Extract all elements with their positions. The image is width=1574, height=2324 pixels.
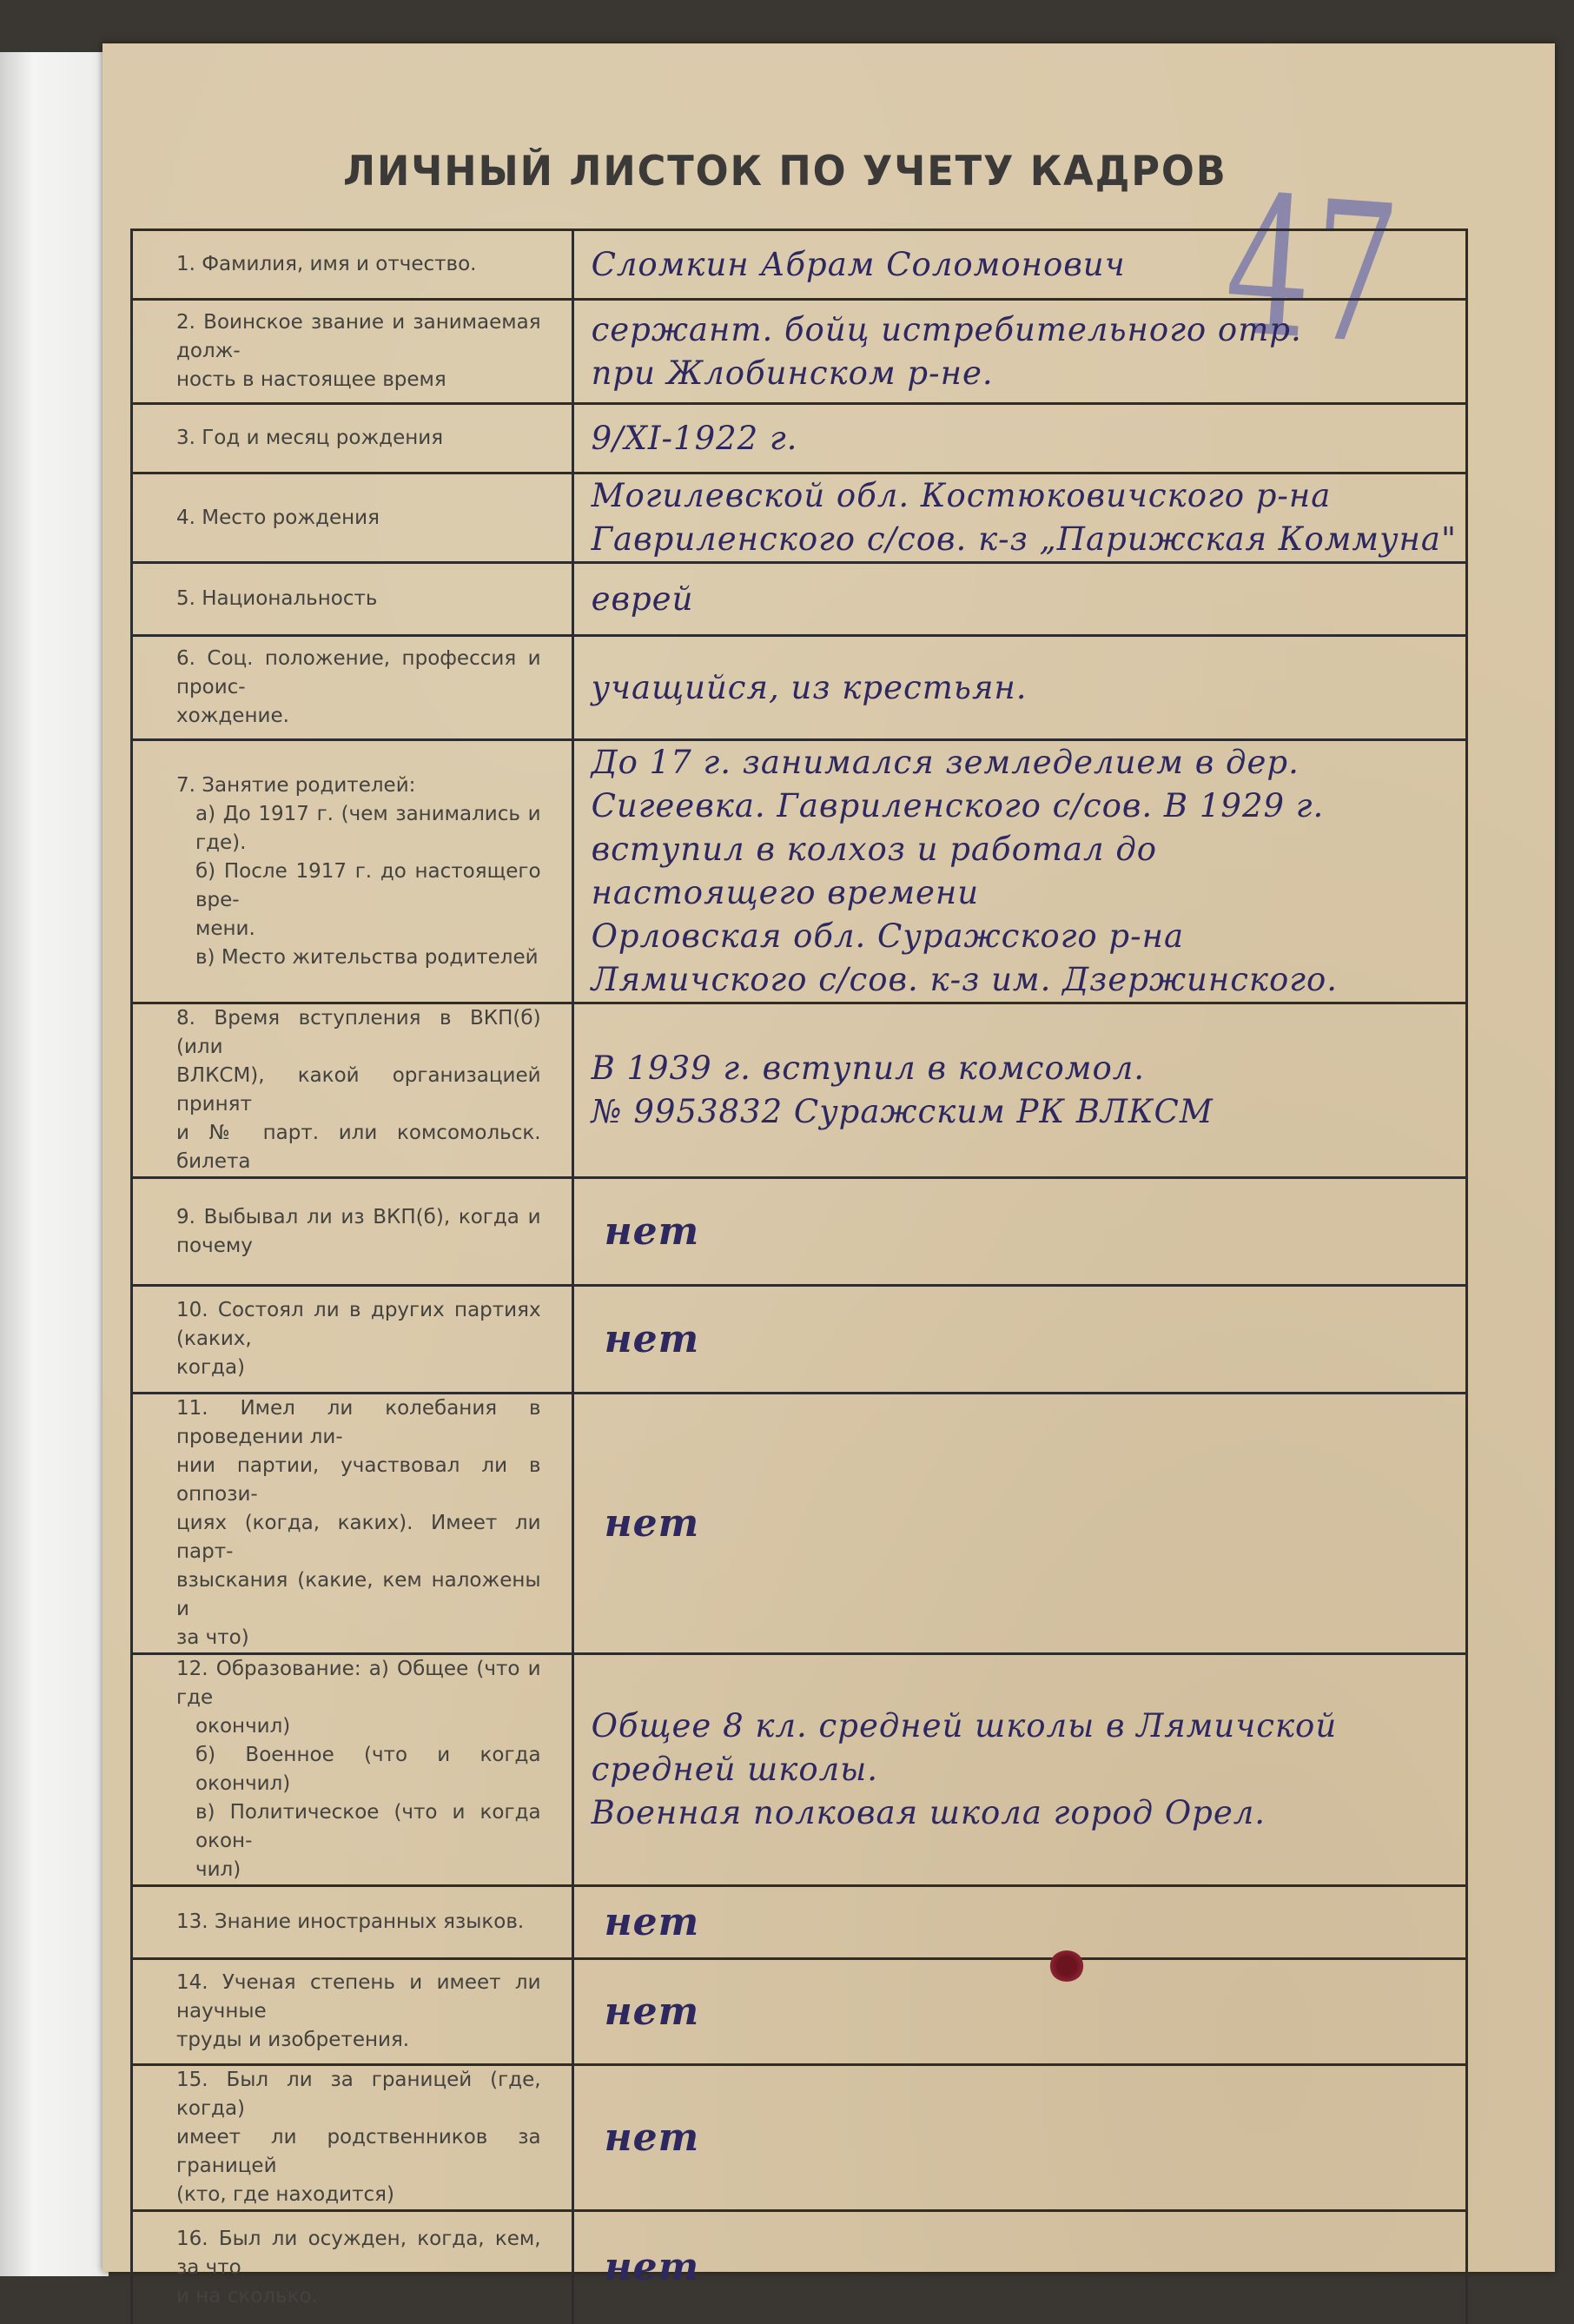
question-line: чил): [195, 1858, 241, 1881]
question-line: 15. Был ли за границей (где, когда): [176, 2069, 541, 2120]
form-row: [132, 563, 1467, 636]
handwritten-answer-line: Общее 8 кл. средней школы в Лямичской: [591, 1707, 1338, 1745]
question-line: ность в настоящее время: [176, 368, 446, 391]
question-cell: [132, 404, 573, 473]
question-cell: [132, 1286, 573, 1394]
question-cell: [132, 1886, 573, 1959]
answer-cell: [572, 300, 1466, 404]
handwritten-answer-line: средней школы.: [591, 1751, 879, 1788]
handwritten-answer-line: В 1939 г. вступил в комсомол.: [591, 1049, 1146, 1087]
question-line: 16. Был ли осужден, когда, кем, за что: [176, 2227, 541, 2279]
answer-cell: [572, 1654, 1466, 1886]
question-line: в) Место жительства родителей: [195, 945, 539, 969]
question-line: 12. Образование: а) Общее (что и где: [176, 1658, 541, 1709]
question-line: 2. Воинское звание и занимаемая долж-: [176, 311, 541, 362]
handwritten-answer-line: Сигеевка. Гавриленского с/сов. В 1929 г.: [591, 787, 1325, 824]
question-cell: [132, 473, 573, 563]
answer-cell: [572, 563, 1466, 636]
form-row: [132, 1394, 1467, 1654]
question-line: мени.: [195, 917, 255, 940]
handwritten-answer-line: сержант. бойц истребительного отр.: [591, 310, 1302, 348]
question-cell: [132, 2065, 573, 2211]
question-line: 1. Фамилия, имя и отчество.: [176, 253, 477, 275]
handwritten-answer-line: Орловская обл. Суражского р-на: [591, 917, 1185, 955]
handwritten-answer-line: № 9953832 Суражским РК ВЛКСМ: [591, 1093, 1214, 1130]
question-line: 9. Выбывал ли из ВКП(б), когда и почему: [176, 1205, 541, 1257]
question-cell: [132, 1654, 573, 1886]
personnel-form-table: [130, 228, 1468, 2324]
answer-cell: [572, 636, 1466, 740]
question-line: 14. Ученая степень и имеет ли научные: [176, 1971, 541, 2023]
form-row: [132, 1286, 1467, 1394]
question-cell: [132, 740, 573, 1003]
handwritten-answer-line: нет: [604, 1316, 700, 1361]
handwritten-answer-line: нет: [604, 1208, 700, 1254]
form-row: [132, 2065, 1467, 2211]
handwritten-answer-line: нет: [604, 2245, 700, 2290]
question-line: 13. Знание иностранных языков.: [176, 1910, 525, 1933]
answer-cell: [572, 2211, 1466, 2324]
form-row: [132, 300, 1467, 404]
handwritten-answer-line: настоящего времени: [591, 874, 980, 911]
handwritten-answer-line: Гавриленского с/сов. к-з „Парижская Коммуна": [591, 520, 1457, 558]
question-line: 8. Время вступления в ВКП(б) (или: [176, 1007, 541, 1058]
question-cell: [132, 636, 573, 740]
handwritten-answer-line: Сломкин Абрам Соломонович: [591, 245, 1126, 283]
answer-cell: [572, 1886, 1466, 1959]
answer-cell: [572, 740, 1466, 1003]
backing-sheet: [0, 52, 109, 2276]
answer-cell: [572, 2065, 1466, 2211]
handwritten-answer-line: Лямичского с/сов. к-з им. Дзержинского.: [591, 961, 1339, 998]
answer-cell: [572, 1178, 1466, 1286]
handwritten-answer-line: учащийся, из крестьян.: [591, 668, 1028, 706]
form-row: [132, 2211, 1467, 2324]
handwritten-answer-line: До 17 г. занимался земледелием в дер.: [591, 744, 1300, 781]
question-cell: [132, 230, 573, 300]
question-cell: [132, 300, 573, 404]
question-cell: [132, 1003, 573, 1178]
answer-cell: [572, 1286, 1466, 1394]
question-line: в) Политическое (что и когда окон-: [195, 1801, 541, 1852]
form-row: [132, 1003, 1467, 1178]
form-row: [132, 1654, 1467, 1886]
answer-cell: [572, 473, 1466, 563]
form-row: [132, 1959, 1467, 2065]
question-line: 10. Состоял ли в других партиях (каких,: [176, 1299, 541, 1350]
question-line: имеет ли родственников за границей: [176, 2126, 541, 2177]
handwritten-answer-line: нет: [604, 1500, 700, 1546]
question-line: 7. Занятие родителей:: [176, 773, 416, 797]
question-line: 11. Имел ли колебания в проведении ли-: [176, 1397, 541, 1448]
question-line: 4. Место рождения: [176, 506, 380, 529]
question-line: хождение.: [176, 705, 289, 727]
question-line: 5. Национальность: [176, 587, 378, 610]
form-row: [132, 1178, 1467, 1286]
answer-cell: [572, 1394, 1466, 1654]
handwritten-answer-line: Военная полковая школа город Орел.: [591, 1794, 1266, 1831]
question-line: а) До 1917 г. (чем занимались и где).: [195, 802, 541, 854]
form-row: [132, 230, 1467, 300]
question-line: б) Военное (что и когда окончил): [195, 1744, 541, 1795]
form-row: [132, 740, 1467, 1003]
form-row: [132, 404, 1467, 473]
form-rows: [132, 230, 1467, 2324]
question-line: нии партии, участвовал ли в оппози-: [176, 1454, 541, 1506]
answer-cell: [572, 1003, 1466, 1178]
question-line: окончил): [195, 1715, 291, 1738]
archive-number-handwritten: 47: [1219, 154, 1405, 388]
question-cell: [132, 563, 573, 636]
question-line: труды и изобретения.: [176, 2029, 410, 2051]
form-row: [132, 636, 1467, 740]
handwritten-answer-line: еврей: [591, 579, 694, 618]
question-cell: [132, 2211, 573, 2324]
answer-cell: [572, 230, 1466, 300]
question-cell: [132, 1394, 573, 1654]
question-cell: [132, 1178, 573, 1286]
handwritten-answer-line: нет: [604, 1989, 700, 2034]
question-line: б) После 1917 г. до настоящего вре-: [195, 859, 541, 911]
answer-cell: [572, 1959, 1466, 2065]
handwritten-answer-line: нет: [604, 2115, 700, 2160]
question-cell: [132, 1959, 573, 2065]
handwritten-answer-line: Могилевской обл. Костюковичского р-на: [591, 477, 1332, 514]
question-line: когда): [176, 1356, 246, 1379]
answer-cell: [572, 404, 1466, 473]
form-title: ЛИЧНЫЙ ЛИСТОК ПО УЧЕТУ КАДРОВ: [343, 148, 1227, 195]
form-row: [132, 1886, 1467, 1959]
question-line: и на сколько.: [176, 2284, 318, 2307]
form-row: [132, 473, 1467, 563]
question-line: циях (когда, каких). Имеет ли парт-: [176, 1512, 541, 1563]
question-line: ВЛКСМ), какой организацией принят: [176, 1064, 541, 1116]
question-line: взыскания (какие, кем наложены и: [176, 1569, 541, 1620]
question-line: (кто, где находится): [176, 2183, 394, 2206]
handwritten-answer-line: 9/XI-1922 г.: [591, 419, 798, 457]
handwritten-answer-line: нет: [604, 1899, 700, 1944]
question-line: 6. Соц. положение, профессия и проис-: [176, 647, 541, 699]
handwritten-answer-line: вступил в колхоз и работал до: [591, 831, 1158, 868]
handwritten-answer-line: при Жлобинском р-не.: [591, 354, 994, 392]
question-line: за что): [176, 1626, 249, 1649]
question-line: и № парт. или комсомольск. билета: [176, 1122, 541, 1173]
question-line: 3. Год и месяц рождения: [176, 427, 444, 449]
ink-stain: [1049, 1950, 1084, 1982]
